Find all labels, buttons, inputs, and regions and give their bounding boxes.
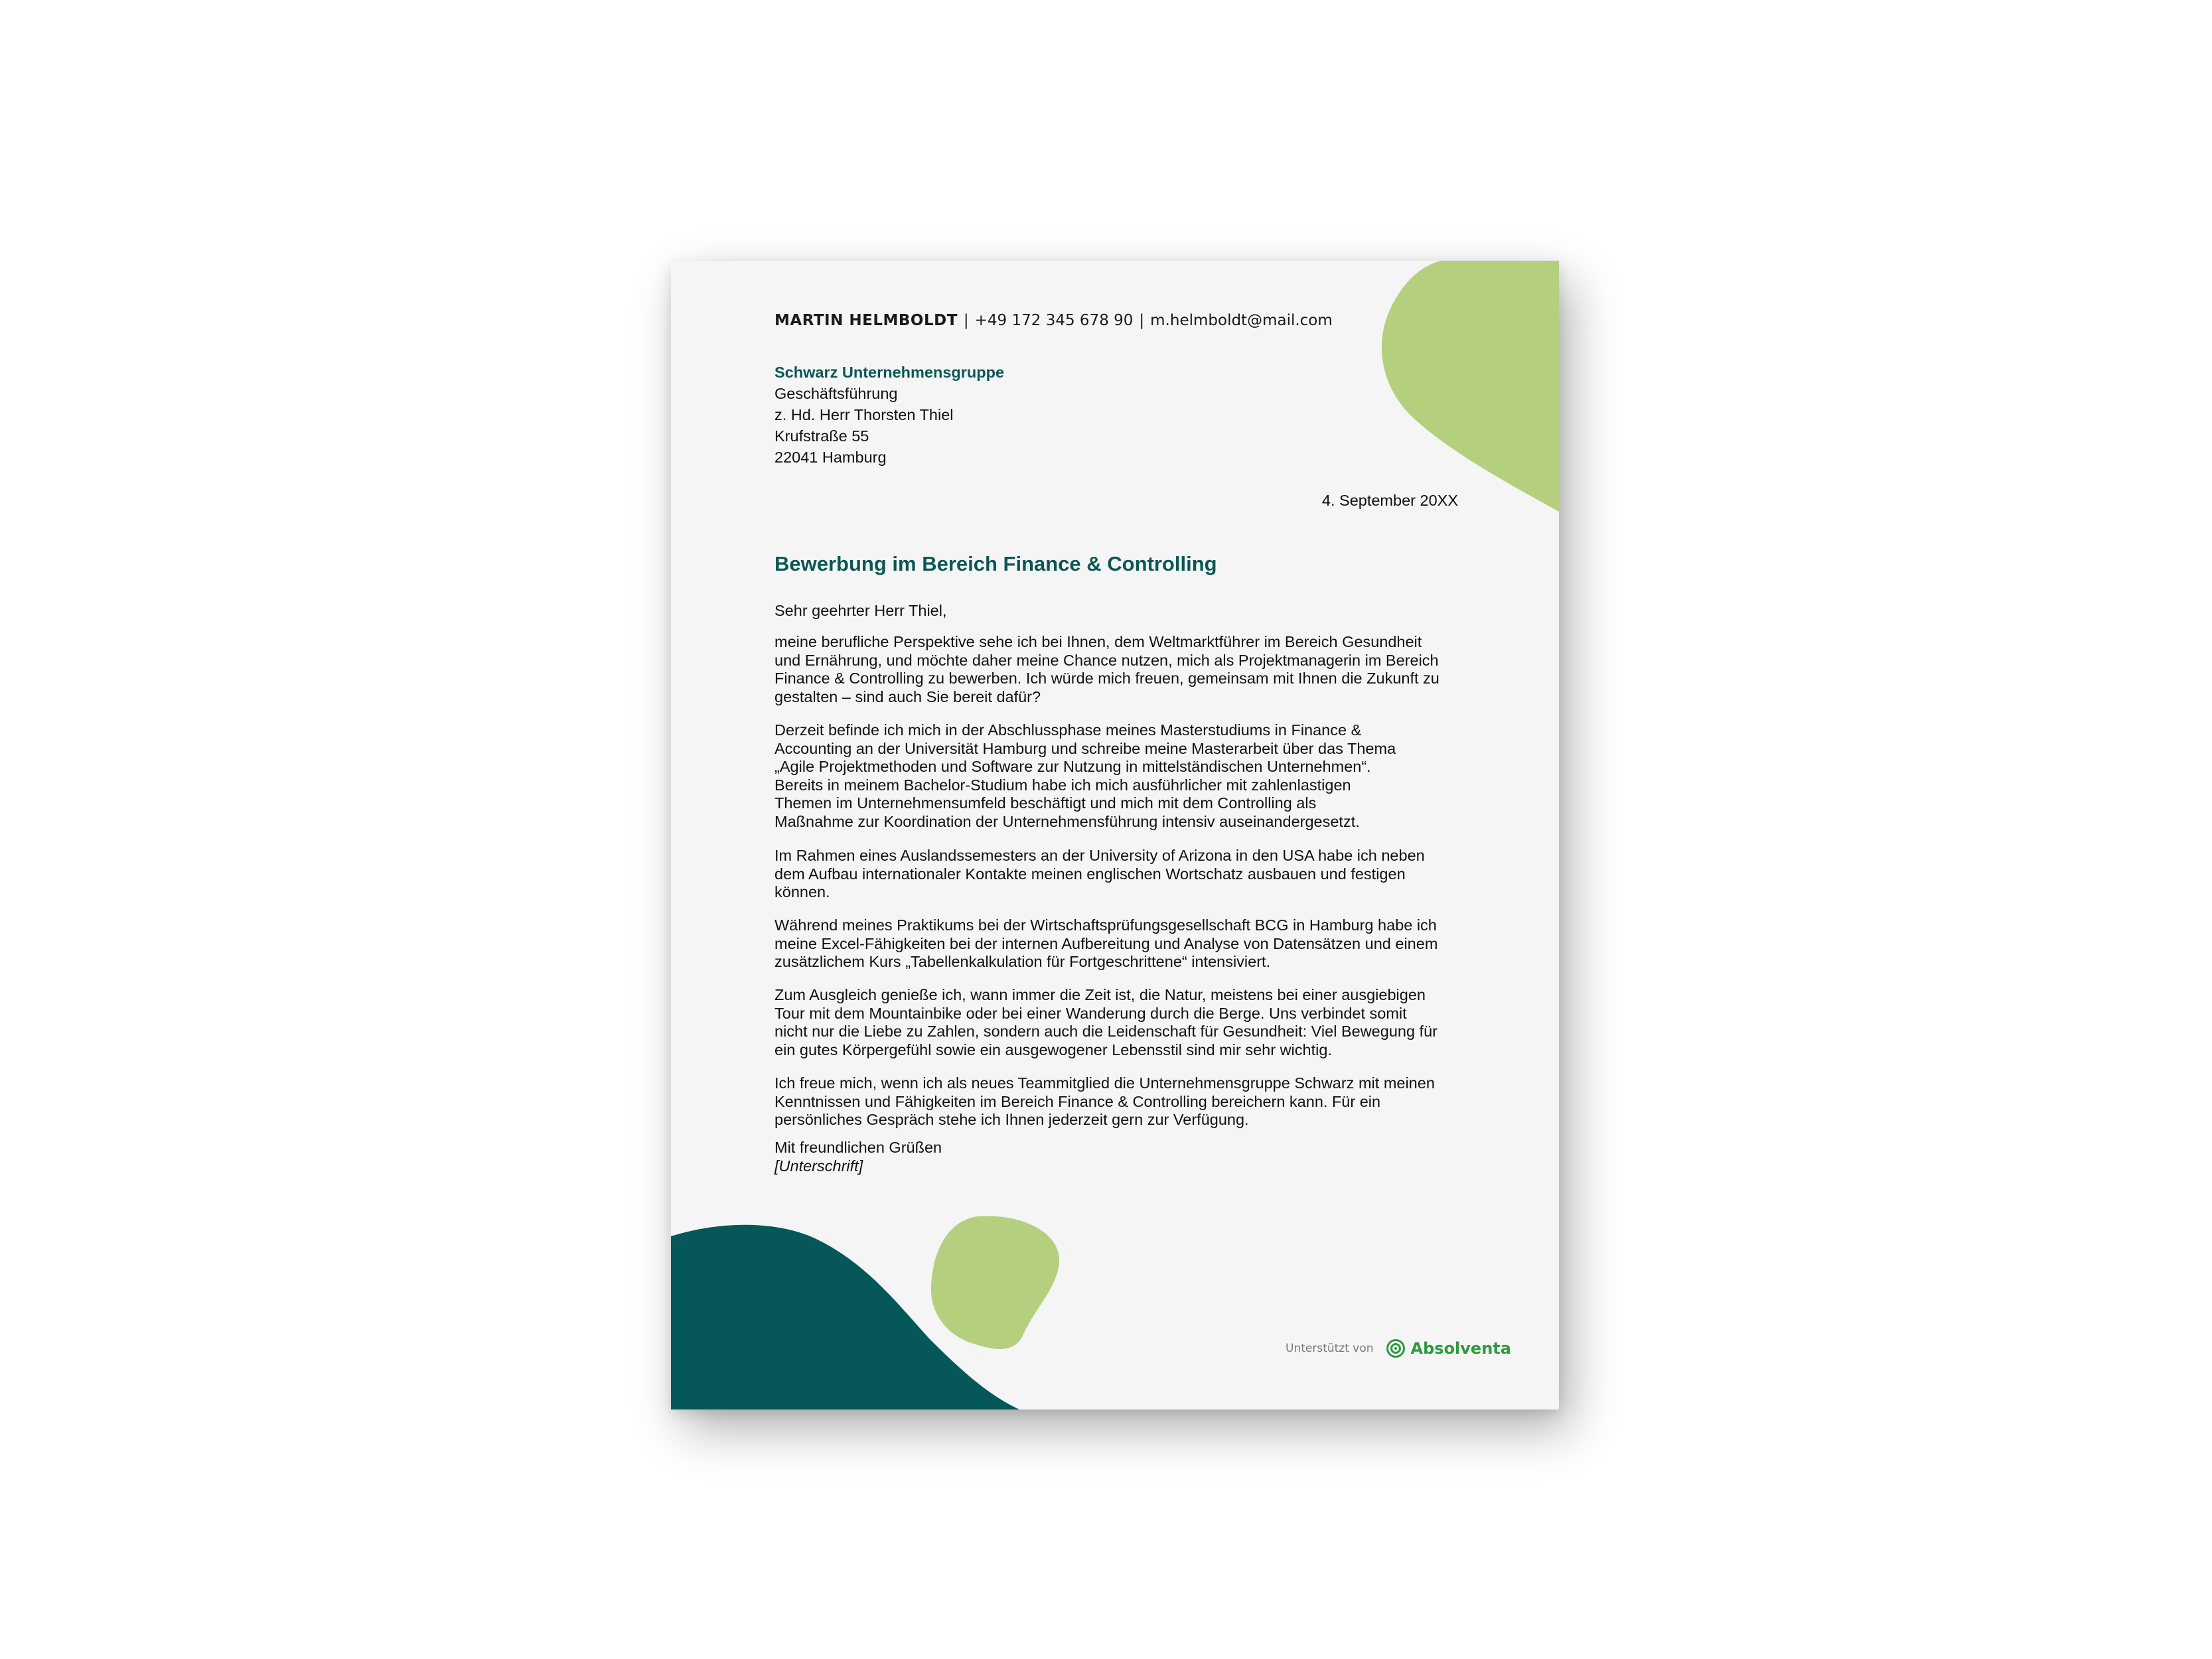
letter-closing [774,1138,942,1175]
paragraph-line: dem Aufbau internationaler Kontakte meinen englischen Wortschatz ausbauen und festigen [774,865,1406,883]
sender-phone: +49 172 345 678 90 [974,312,1134,329]
paragraph-line: meine berufliche Perspektive sehe ich bei Ihnen, dem Weltmarktführer im Bereich Gesundheit [774,633,1422,650]
signature-placeholder: [Unterschrift] [774,1157,863,1175]
paragraph-line: persönliches Gespräch stehe ich Ihnen jederzeit gern zur Verfügung. [774,1111,1249,1129]
body-paragraph-4 [774,916,1458,972]
recipient-attention: z. Hd. Herr Thorsten Thiel [774,406,954,423]
paragraph-line: zusätzlichem Kurs „Tabellenkalkulation für Fortgeschrittene“ intensiviert. [774,953,1271,971]
body-paragraph-5 [774,986,1458,1059]
paragraph-line: „Agile Projektmethoden und Software zur Nutzung in mittelständischen Unternehmen“. [774,758,1371,776]
recipient-company: Schwarz Unternehmensgruppe [774,364,1005,381]
paragraph-line: Finance & Controlling zu bewerben. Ich würde mich freuen, gemeinsam mit Ihnen die Zukunft zu [774,670,1439,687]
recipient-city: 22041 Hamburg [774,449,887,466]
paragraph-line: ein gutes Körpergefühl sowie ein ausgewogener Lebensstil sind mir sehr wichtig. [774,1041,1332,1058]
recipient-department: Geschäftsführung [774,385,898,402]
absolventa-logo-icon [1386,1338,1406,1358]
paragraph-line: Zum Ausgleich genieße ich, wann immer die Zeit ist, die Natur, meistens bei einer ausgiebigen [774,986,1426,1003]
paragraph-line: und Ernährung, und möchte daher meine Chance nutzen, mich als Projektmanagerin im Bereich [774,651,1439,669]
body-paragraph-6 [774,1074,1458,1129]
paragraph-line: Accounting an der Universität Hamburg und schreibe meine Masterarbeit über das Thema [774,739,1396,757]
paragraph-line: meine Excel-Fähigkeiten bei der internen Aufbereitung und Analyse von Datensätzen und einem [774,934,1438,952]
letter-subject: Bewerbung im Bereich Finance & Controlling [774,552,1217,575]
paragraph-line: Derzeit befinde ich mich in der Abschlussphase meines Masterstudiums in Finance & [774,721,1362,739]
sender-email: m.helmboldt@mail.com [1150,312,1333,329]
paragraph-line: Bereits in meinem Bachelor-Studium habe ich mich ausführlicher mit zahlenlastigen [774,776,1351,794]
top-right-green-blob [1382,261,1559,512]
brand-name[interactable]: Absolventa [1410,1339,1511,1358]
letter-page [671,261,1559,1409]
header-separator: | [1139,312,1145,329]
salutation: Sehr geehrter Herr Thiel, [774,602,947,619]
powered-by [1286,1338,1511,1358]
body-paragraph-1 [774,633,1458,706]
paragraph-line: Während meines Praktikums bei der Wirtschaftsprüfungsgesellschaft BCG in Hamburg habe ich [774,916,1437,934]
paragraph-line: Ich freue mich, wenn ich als neues Teammitglied die Unternehmensgruppe Schwarz mit meinen [774,1074,1435,1092]
sender-header [774,312,1333,329]
paragraph-line: Im Rahmen eines Auslandssemesters an der University of Arizona in den USA habe ich neben [774,847,1425,864]
paragraph-line: Maßnahme zur Koordination der Unternehmensführung intensiv auseinandergesetzt. [774,812,1360,830]
letter-date: 4. September 20XX [1321,492,1458,509]
recipient-street: Krufstraße 55 [774,427,869,445]
paragraph-line: nicht nur die Liebe zu Zahlen, sondern auch die Leidenschaft für Gesundheit: Viel Bewegung für [774,1023,1438,1041]
powered-by-label: Unterstützt von [1286,1342,1374,1355]
paragraph-line: können. [774,883,830,901]
paragraph-line: Kenntnissen und Fähigkeiten im Bereich Finance & Controlling bereichern kann. Für ein [774,1092,1381,1110]
bottom-green-blob [931,1216,1059,1349]
closing-greeting: Mit freundlichen Grüßen [774,1139,942,1156]
sender-name: MARTIN HELMBOLDT [774,312,958,329]
paragraph-line: Tour mit dem Mountainbike oder bei einer Wanderung durch die Berge. Uns verbindet somit [774,1004,1407,1022]
recipient-address [774,362,1004,468]
body-paragraph-2 [774,721,1458,831]
header-separator: | [963,312,969,329]
paragraph-line: gestalten – sind auch Sie bereit dafür? [774,687,1041,705]
paragraph-line: Themen im Unternehmensumfeld beschäftigt und mich mit dem Controlling als [774,794,1317,812]
body-paragraph-3 [774,847,1458,902]
